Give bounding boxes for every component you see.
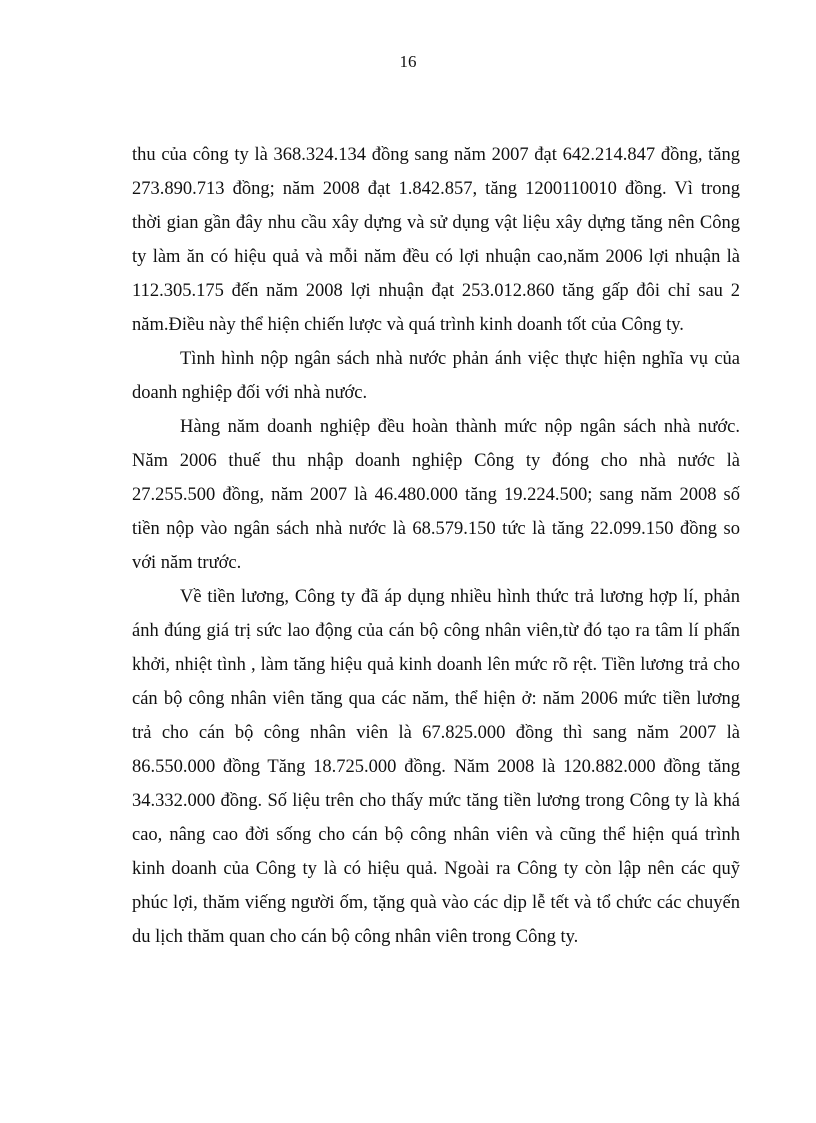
text-line: 86.550.000 đồng Tăng 18.725.000 đồng. Năm 2008 là 120.882.000 đồng tăng	[132, 757, 740, 777]
text-line: với năm trước.	[132, 553, 242, 573]
text-line: 273.890.713 đồng; năm 2008 đạt 1.842.857, tăng 1200110010 đồng. Vì trong	[132, 179, 740, 199]
text-line: khởi, nhiệt tình , làm tăng hiệu quả kinh doanh lên mức rõ rệt. Tiền lương trả cho	[132, 655, 740, 675]
text-line: ánh đúng giá trị sức lao động của cán bộ công nhân viên,từ đó tạo ra tâm lí phấn	[132, 621, 740, 641]
text-line: 34.332.000 đồng. Số liệu trên cho thấy mức tăng tiền lương trong Công ty là khá	[132, 791, 740, 811]
text-line: thời gian gần đây nhu cầu xây dựng và sử dụng vật liệu xây dựng tăng nên Công	[132, 213, 740, 233]
text-line: cao, nâng cao đời sống cho cán bộ công nhân viên và cũng thể hiện quá trình	[132, 825, 740, 845]
text-line: tiền nộp vào ngân sách nhà nước là 68.579.150 tức là tăng 22.099.150 đồng so	[132, 519, 740, 539]
text-line: cán bộ công nhân viên tăng qua các năm, thể hiện ở: năm 2006 mức tiền lương	[132, 689, 740, 709]
text-line: Năm 2006 thuế thu nhập doanh nghiệp Công ty đóng cho nhà nước là	[132, 451, 740, 471]
text-line: Về tiền lương, Công ty đã áp dụng nhiều hình thức trả lương hợp lí, phản	[180, 587, 740, 607]
text-line: 112.305.175 đến năm 2008 lợi nhuận đạt 253.012.860 tăng gấp đôi chỉ sau 2	[132, 281, 740, 301]
text-line: doanh nghiệp đối với nhà nước.	[132, 383, 368, 403]
text-line: kinh doanh của Công ty là có hiệu quả. Ngoài ra Công ty còn lập nên các quỹ	[132, 859, 740, 879]
text-line: ty làm ăn có hiệu quả và mỗi năm đều có lợi nhuận cao,năm 2006 lợi nhuận là	[132, 247, 740, 267]
text-line: trả cho cán bộ công nhân viên là 67.825.000 đồng thì sang năm 2007 là	[132, 723, 740, 743]
page-number: 16	[399, 52, 417, 71]
text-line: du lịch thăm quan cho cán bộ công nhân viên trong Công ty.	[132, 927, 579, 947]
text-line: phúc lợi, thăm viếng người ốm, tặng quà vào các dịp lễ tết và tổ chức các chuyến	[132, 893, 740, 913]
text-line: Hàng năm doanh nghiệp đều hoàn thành mức nộp ngân sách nhà nước.	[180, 417, 740, 437]
text-line: Tình hình nộp ngân sách nhà nước phản ánh việc thực hiện nghĩa vụ của	[180, 349, 740, 369]
text-line: 27.255.500 đồng, năm 2007 là 46.480.000 tăng 19.224.500; sang năm 2008 số	[132, 485, 740, 505]
text-line: thu của công ty là 368.324.134 đồng sang năm 2007 đạt 642.214.847 đồng, tăng	[132, 145, 740, 165]
text-line: năm.Điều này thể hiện chiến lược và quá trình kinh doanh tốt của Công ty.	[132, 315, 684, 335]
